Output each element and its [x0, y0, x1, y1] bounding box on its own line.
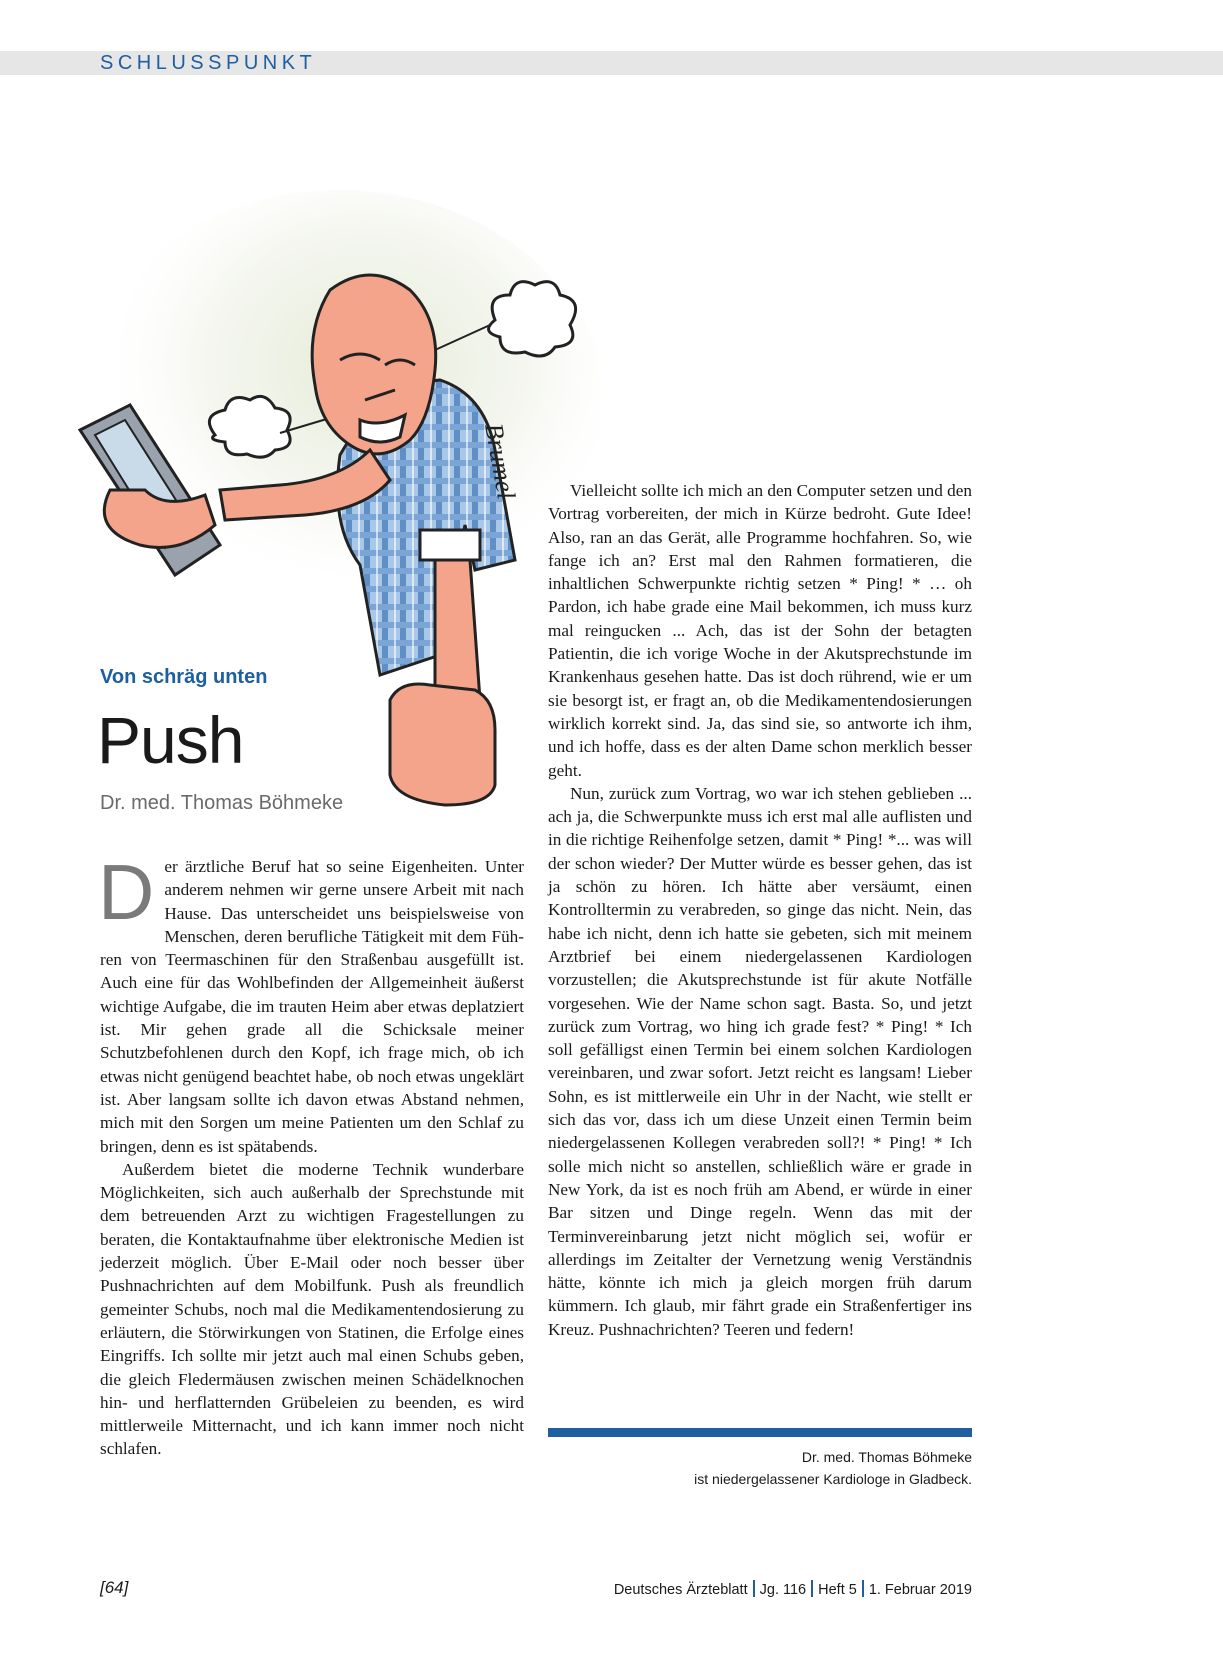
right-column	[548, 479, 972, 1341]
paragraph: Vielleicht sollte ich mich an den Computer setzen und den Vortrag vorbereiten, der mich in Kürze bedroht. Gute Idee! Also, ran an das Gerät, alle Programme hochfahren. So, wie fange ich an? Erst mal den Rahmen formatieren, die inhaltlichen Schwerpunkte richtig setzen * Ping! * … oh Pardon, ich habe grade eine Mail bekommen, ich muss kurz mal reingucken ... Ach, das ist der Sohn der betagten Patientin, die ich vorige Woche in der Akutsprechstunde im Krankenhaus gesehen hatte. Das ist doch rührend, wie er um sie besorgt ist, er fragt an, ob die Medikamentendosierungen wirklich korrekt sind. Ja, das sind sie, so antworte ich ihm, und ich hoffe, dass es der alten Dame schon merklich besser geht.	[548, 481, 972, 780]
journal-volume: Jg. 116	[759, 1582, 807, 1598]
journal-issue: Heft 5	[818, 1582, 857, 1598]
footer-separator	[753, 1580, 755, 1597]
article-author: Dr. med. Thomas Böhmeke	[100, 792, 344, 814]
article-kicker: Von schräg unten	[100, 666, 268, 688]
bio-text: ist niedergelassener Kardiologe in Gladbeck.	[694, 1471, 972, 1487]
footer-separator	[862, 1580, 864, 1597]
page-number: [64]	[100, 1578, 129, 1597]
footer-separator	[811, 1580, 813, 1597]
journal-name: Deutsches Ärzteblatt	[613, 1582, 748, 1598]
paragraph: Außerdem bietet die moderne Technik wunderbare Möglichkeiten, sich auch außerhalb der Sprechstunde mit dem betreuenden Arzt zu wichtigen Fragestellungen zu beraten, die Kontaktaufnahme über elektronische Medien ist jederzeit möglich. Über E-Mail oder noch besser über Pushnachrichten auf dem Mobilfunk. Push als freundlich gemeinter Schubs, noch mal die Medikamentendosierung zu erläutern, die Störwirkungen von Statinen, die Erfolge eines Eingriffs. Ich sollte mir jetzt auch mal einen Schubs geben, die gleich Fledermäusen zwischen meinen Schädelknochen hin- und herflatternden Grübeleien zu beenden, es wird mittlerweile Mitternacht, und ich kann immer noch nicht schlafen.	[100, 1159, 524, 1459]
illustrator-signature: Brumel	[479, 421, 521, 502]
journal-footer	[614, 1580, 972, 1598]
paragraph: Nun, zurück zum Vortrag, wo war ich stehen geblieben ... ach ja, die Schwerpunkte muss ich erst mal alle auflisten und in die richtige Reihenfolge setzen, damit * Ping! *... was will der schon wieder? Der Mutter würde es besser gehen, das ist ja schön zu hören. Ich hätte aber versäumt, einen Kontrolltermin zu verabreden, so ginge das nicht. Nein, das habe ich nicht, denn ich hatte sie gebeten, sich mit meinem Arztbrief bei einem niedergelassenen Kardiologen vorzustellen; die Akutsprechstunde ist für akute Notfälle vorgesehen. Wie der Name schon sagt. Basta. So, und jetzt zurück zum Vortrag, wo hing ich grade fest? * Ping! * Ich soll gefälligst einen Termin bei einem solchen Kardiologen vereinbaren, und zwar sofort. Jetzt reicht es langsam! Lieber Sohn, es ist mittlerweile ein Uhr in der Nacht, wie stellt er sich das vor, dass ich um diese Unzeit einen Termin beim niedergelassenen Kollegen verabreden soll?! * Ping! * Ich solle mich nicht so anstellen, schließlich wäre er grade in New York, da ist es noch früh am Abend, er würde in einer Bar sitzen und Dinge regeln. Wenn das mit der Terminvereinbarung jetzt nicht möglich sei, wofür er allerdings im Zeitalter der Vernetzung wenig Verständnis hätte, könnte ich mich ja gleich morgen früh darum kümmern. Ich glaub, mir fährt grade ein Straßenfertiger ins Kreuz. Pushnachrichten? Teeren und federn!	[548, 783, 972, 1339]
section-label: SCHLUSSPUNKT	[100, 52, 317, 74]
journal-date: 1. Februar 2019	[868, 1582, 972, 1598]
author-bio	[548, 1446, 972, 1490]
drop-cap: D	[98, 848, 155, 936]
bio-name: Dr. med. Thomas Böhmeke	[801, 1449, 972, 1465]
paragraph: Der ärztliche Beruf hat so seine Eigenheiten. Unter anderem nehmen wir gerne unsere Arbeit mit nach Hause. Das unterscheidet uns beispielsweise von Menschen, deren berufliche Tätigkeit mit dem Führen von Teermaschinen für den Straßenbau ausgefüllt ist. Auch eine für das Wohlbefinden der Allgemeinheit äußerst wichtige Aufgabe, die im trauten Heim aber etwas deplatziert ist. Mir gehen grade all die Schicksale meiner Schutzbefohlenen durch den Kopf, ich frage mich, ob ich etwas nicht genügend beachtet habe, ob noch etwas ungeklärt ist. Aber langsam sollte ich davon etwas Abstand nehmen, mich mit den Sorgen um meine Patienten um den Schlaf zu bringen, denn es ist spätabends.	[98, 848, 524, 1156]
author-bio-rule	[548, 1428, 972, 1437]
left-column	[98, 848, 524, 1461]
article-title: Push	[97, 703, 244, 777]
